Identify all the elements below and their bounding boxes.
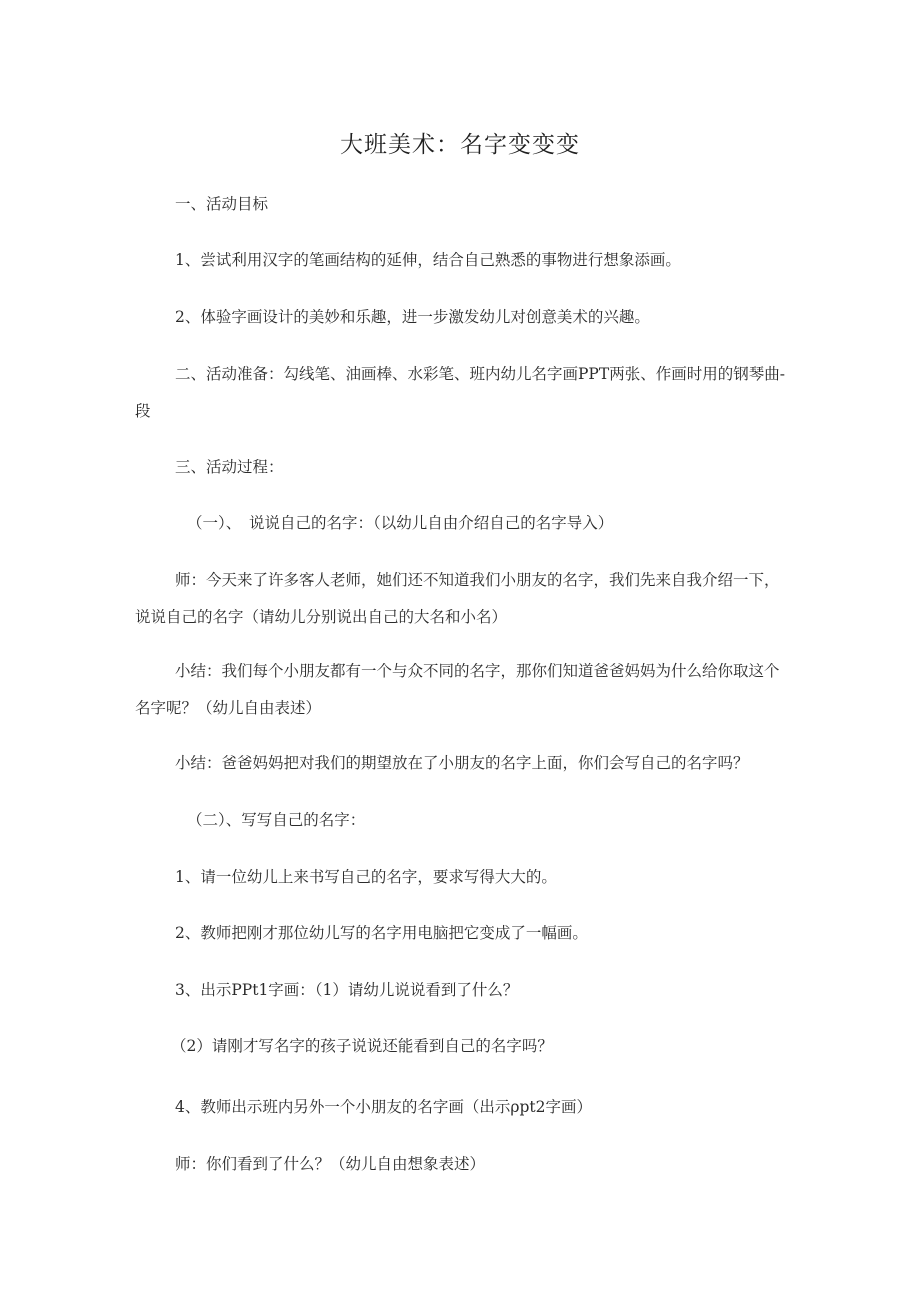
section-preparation: 二、活动准备：勾线笔、油画棒、水彩笔、班内幼儿名字画PPT两张、作画时用的钢琴曲-段 bbox=[135, 365, 785, 420]
step-item-3-sub: （2）请刚才写名字的孩子说说还能看到自己的名字吗？ bbox=[171, 1037, 553, 1055]
section-heading-goals: 一、活动目标 bbox=[175, 195, 269, 213]
step-item-3: 3、出示PPt1字画：（1）请幼儿说说看到了什么？ bbox=[175, 981, 519, 999]
goal-item-2: 2、体验字画设计的美妙和乐趣，进一步激发幼儿对创意美术的兴趣。 bbox=[175, 308, 650, 326]
teacher-line-2: 师：你们看到了什么？（幼儿自由想象表述） bbox=[175, 1155, 486, 1173]
step-item-1: 1、请一位幼儿上来书写自己的名字，要求写得大大的。 bbox=[175, 868, 557, 886]
subsection-heading-1: （一）、 说说自己的名字：（以幼儿自由介绍自己的名字导入） bbox=[187, 514, 614, 532]
goal-item-1: 1、尝试利用汉字的笔画结构的延伸，结合自己熟悉的事物进行想象添画。 bbox=[175, 251, 681, 269]
section-heading-process: 三、活动过程： bbox=[175, 458, 284, 476]
summary-2: 小结：爸爸妈妈把对我们的期望放在了小朋友的名字上面，你们会写自己的名字吗？ bbox=[175, 754, 749, 772]
step-item-4: 4、教师出示班内另外一个小朋友的名字画（出示ρpt2字画） bbox=[175, 1098, 592, 1116]
document-title: 大班美术：名字变变变 bbox=[340, 132, 580, 158]
subsection-heading-2: （二）、写写自己的名字： bbox=[187, 811, 366, 829]
teacher-line-1: 师：今天来了许多客人老师，她们还不知道我们小朋友的名字，我们先来自我介绍一下，说说自己的名字（请幼儿分别说出自己的大名和小名） bbox=[135, 571, 780, 626]
summary-1: 小结：我们每个小朋友都有一个与众不同的名字，那你们知道爸爸妈妈为什么给你取这个名字呢？（幼儿自由表述） bbox=[135, 662, 780, 717]
step-item-2: 2、教师把刚才那位幼儿写的名字用电脑把它变成了一幅画。 bbox=[175, 924, 588, 942]
